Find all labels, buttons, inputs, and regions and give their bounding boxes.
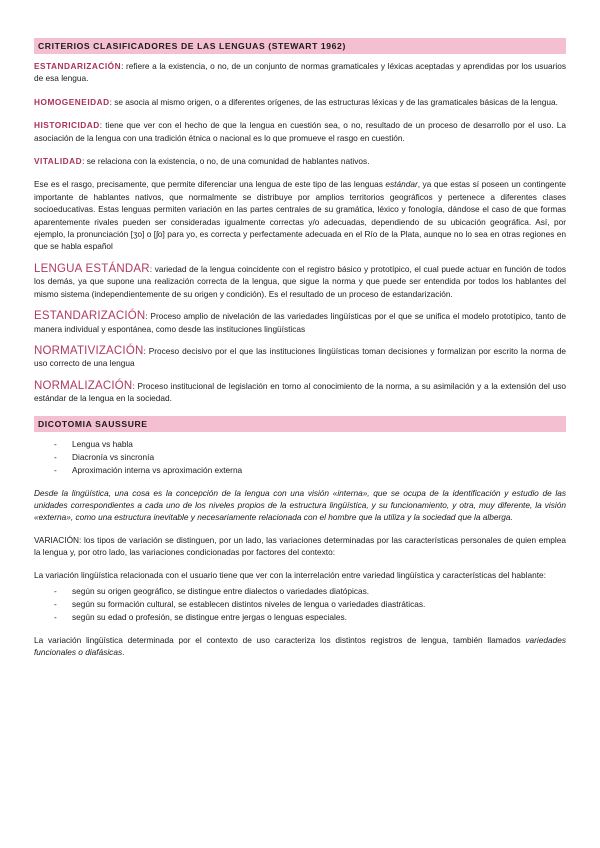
list-item: - según su edad o profesión, se distingue entre jergas o lenguas especiales. — [34, 611, 566, 624]
term-label: LENGUA ESTÁNDAR — [34, 262, 150, 275]
criterion-vitalidad: VITALIDAD: se relaciona con la existencia, o no, de una comunidad de hablantes nativos. — [34, 156, 370, 167]
context-variation-paragraph: La variación lingüística determinada por el contexto de uso caracteriza los distintos registros de lengua, también llamados variedades funcionales o diafásicas. — [34, 634, 566, 658]
criterion-estandarizacion: ESTANDARIZACIÓN: refiere a la existencia, o no, de un conjunto de normas gramaticales y léxicas aceptadas y aprendidas por los usuarios de esa lengua. — [34, 61, 566, 84]
definition-estandarizacion: ESTANDARIZACIÓN: Proceso amplio de nivelación de las variedades lingüísticas por el que se unifica el modelo prototípico, tanto de manera individual y espontánea, como desde las instituciones lingüísticas — [34, 310, 566, 334]
standard-language-paragraph: Ese es el rasgo, precisamente, que permite diferenciar una lengua de este tipo de las lenguas estándar, ya que estas sí poseen un contingente importante de hablantes nativos, que normalmente se distribuye por amplios territorios geográficos y pertenece a diferentes clases socioeducativas. Estas lenguas permiten variación en las partes centrales de su gramática, léxico y fonología, dándose el caso de que formas aparentemente rivales pueden ser consideradas igualmente correctas y/o adecuadas, dependiendo de su ubicación geográfica. Así, por ejemplo, la pronunciación [ʒo] o [ʃo] para yo, es correcta y perfectamente adecuada en el Río de la Plata, aunque no lo sea en otras regiones en que se habla español — [34, 179, 566, 252]
list-item: - Diacronía vs sincronía — [34, 451, 566, 464]
definition-lengua-estandar: LENGUA ESTÁNDAR: variedad de la lengua coincidente con el registro básico y prototípico, el cual puede actuar en función de todos los demás, ya que supone una realización correcta de la lengua, que sigue la norma y que puede ser entendida por todos los hablantes del mismo sistema (independientemente de su origen y condición). Es el resultado de un proceso de estandarización. — [34, 262, 566, 299]
list-item: - Lengua vs habla — [34, 438, 566, 451]
definition-normalizacion: NORMALIZACIÓN: Proceso institucional de legislación en torno al conocimiento de la norma, a su asimilación y a la extensión del uso estándar de la lengua en la sociedad. — [34, 379, 566, 404]
term-label: NORMATIVIZACIÓN — [34, 344, 144, 357]
list-item: - Aproximación interna vs aproximación externa — [34, 464, 566, 477]
criterion-historicidad: HISTORICIDAD: tiene que ver con el hecho de que la lengua en cuestión sea, o no, resultado de un proceso de desarrollo por el uso. La asociación de la lengua con una tradición étnica o nacional es lo que promueve el rasgo en cuestión. — [34, 120, 566, 143]
term-label: HISTORICIDAD — [34, 120, 100, 131]
term-label: VITALIDAD — [34, 156, 83, 167]
section-header-saussure: DICOTOMIA SAUSSURE — [34, 416, 566, 432]
definition-normativizacion: NORMATIVIZACIÓN: Proceso decisivo por el que las instituciones lingüísticas toman decisiones y formalizan por escrito la norma de uso correcto de una lengua — [34, 344, 566, 369]
criterion-homogeneidad: HOMOGENEIDAD: se asocia al mismo origen, o a diferentes orígenes, de las estructuras léxicas y de las gramaticales básicas de la lengua. — [34, 96, 558, 107]
term-label: NORMALIZACIÓN — [34, 379, 133, 392]
saussure-list — [34, 438, 566, 477]
list-item: - según su origen geográfico, se distingue entre dialectos o variedades diatópicas. — [34, 585, 566, 598]
term-label: ESTANDARIZACIÓN — [34, 310, 146, 323]
user-variation-list — [34, 585, 566, 624]
section-header-criterios: CRITERIOS CLASIFICADORES DE LAS LENGUAS (STEWART 1962) — [34, 38, 566, 54]
user-variation-intro: La variación lingüística relacionada con el usuario tiene que ver con la interrelación entre variedad lingüística y características del hablante: — [34, 569, 546, 580]
term-label: HOMOGENEIDAD — [34, 96, 110, 107]
term-label: ESTANDARIZACIÓN — [34, 61, 122, 71]
list-item: - según su formación cultural, se establecen distintos niveles de lengua o variedades diastráticas. — [34, 598, 566, 611]
variation-paragraph: VARIACIÓN: los tipos de variación se distinguen, por un lado, las variaciones determinadas por las características personales de quien emplea la lengua y, por otro lado, las variaciones condicionadas por factores del contexto: — [34, 534, 566, 558]
document-page — [34, 38, 566, 659]
saussure-paragraph: Desde la lingüística, una cosa es la concepción de la lengua con una visión «interna», que se ocupa de la identificación y estudio de las unidades correspondientes a cada uno de los niveles propios de la estructura lingüística, y su funcionamiento, y otra, muy diferente, la visión «externa», como una estructura inevitable y necesariamente relacionada con el hombre que la utiliza y la sociedad que la alberga. — [34, 487, 566, 523]
